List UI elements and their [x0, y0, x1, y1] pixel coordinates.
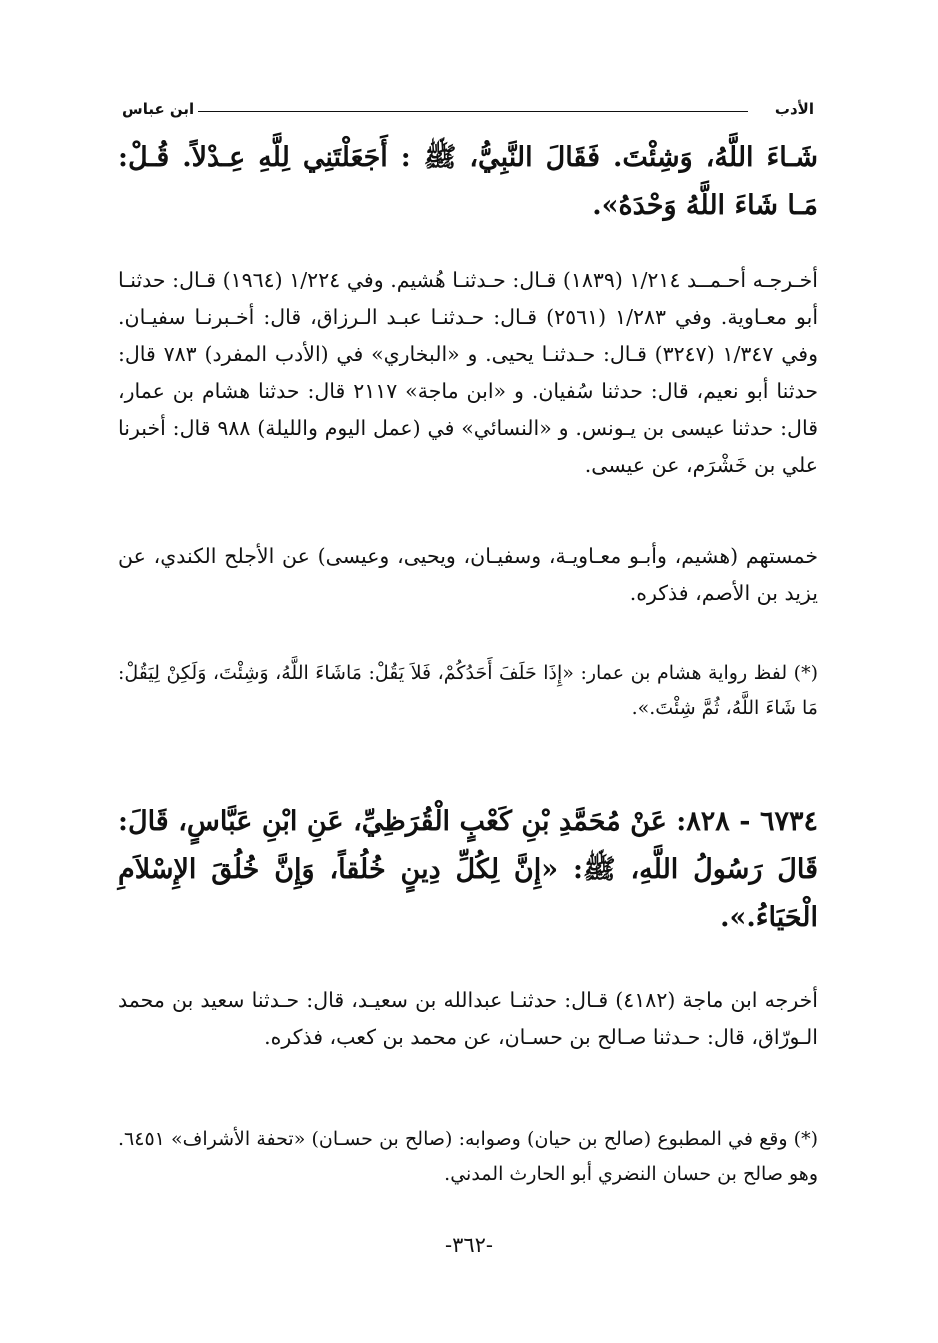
- footnote-1: (*) لفظ رواية هشام بن عمار: «إِذَا حَلَفَ أَحَدُكُمْ، فَلاَ يَقُلْ: مَاشَاءَ اللَّهُ، وَشِئْتَ، وَلَكِنْ لِيَقُلْ: مَا شَاءَ اللَّهُ، ثُمَّ شِئْتَ.».: [118, 662, 818, 719]
- hadith-828: ٦٧٣٤ - ٨٢٨: عَنْ مُحَمَّدِ بْنِ كَعْبٍ الْقُرَظِيِّ، عَنِ ابْنِ عَبَّاسٍ، قَالَ: قَالَ رَسُولُ اللَّهِ، ﷺ: «إِنَّ لِكُلِّ دِينٍ خُلُقاً، وَإِنَّ خُلُقَ الإِسْلاَمِ الْحَيَاءُ.».: [118, 806, 818, 933]
- page-number: -٣٦٢-: [444, 1233, 494, 1257]
- header-rule: [188, 111, 748, 112]
- narrator-title: ابن عباس: [118, 100, 198, 118]
- hadith-continuation: شَـاءَ اللَّهُ، وَشِئْتَ. فَقَالَ النَّبِيُّ، ﷺ : أَجَعَلْتَنِي لِلَّهِ عِـدْلاً. قُـلْ: مَـا شَاءَ اللَّهُ وَحْدَهُ».: [118, 142, 818, 221]
- running-header: [118, 94, 818, 124]
- takhrij-paragraph-2: أخرجه ابن ماجة (٤١٨٢) قـال: حدثنـا عبدالله بن سعيـد، قال: حـدثنا سعيد بن محمد الـورّاق، قال: حـدثنا صـالح بن حسـان، عن محمد بن كعب، فذكره.: [118, 988, 818, 1049]
- chapter-title: الأدب: [771, 100, 818, 118]
- takhrij-paragraph-1: أخـرجـه أحـمــد ١/٢١٤ (١٨٣٩) قـال: حـدثنـا هُشيم. وفي ١/٢٢٤ (١٩٦٤) قـال: حدثنـا أبو معـاوية. وفي ١/٢٨٣ (٢٥٦١) قـال: حـدثنـا عبـد الـرزاق، قال: أخـبرنـا سفيـان. وفي ١/٣٤٧ (٣٢٤٧) قـال: حـدثنـا يحيى. و «البخاري» في (الأدب المفرد) ٧٨٣ قال: حدثنا أبو نعيم، قال: حدثنا سُفيان. و «ابن ماجة» ٢١١٧ قال: حدثنا هشام بن عمار، قال: حدثنا عيسى بن يـونس. و «النسائي» في (عمل اليوم والليلة) ٩٨٨ قال: أخبرنا علي بن خَشْرَم، عن عيسى.: [118, 268, 819, 477]
- footnote-2: (*) وقع في المطبوع (صالح بن حيان) وصوابه: (صالح بن حسـان) «تحفة الأشراف» ٦٤٥١. وهو صالح بن حسان النضري أبو الحارث المدني.: [118, 1128, 818, 1185]
- isnad-summary-paragraph: خمستهم (هشيم، وأبـو معـاويـة، وسفيـان، ويحيى، وعيسى) عن الأجلح الكندي، عن يزيد بن الأصم، فذكره.: [118, 544, 818, 605]
